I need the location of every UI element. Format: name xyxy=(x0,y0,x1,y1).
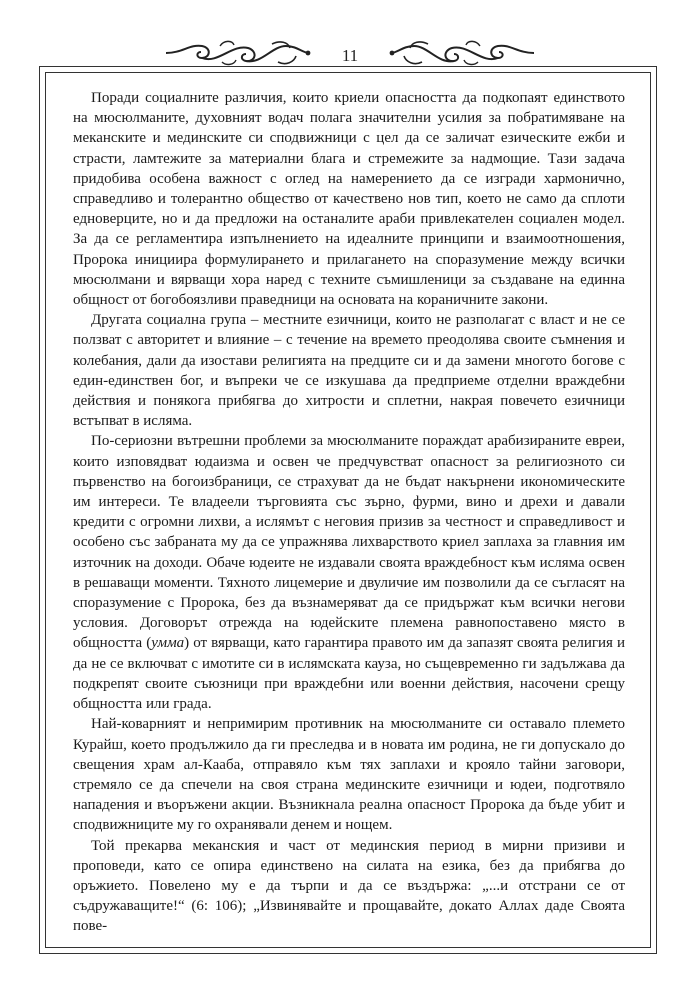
paragraph xyxy=(73,431,625,714)
body-text xyxy=(73,88,625,937)
emphasized-term: умма xyxy=(151,635,185,652)
paragraph: Поради социалните различия, които криели опасността да подкопаят единството на мюсюлманите, духовният водач полага значителни усилия за побратимяване на меканските и мединските си сподвижници с цел да се заличат езическите ежби и страсти, ламтежите за материални блага и стремежите за надмощие. Тази задача придобива особена важност с оглед на намерението да се изгради хармонично, справедливо и толерантно общество от качествено нов тип, което не само да сплоти едноверците, но и да предложи на останалите араби привлекателен социален модел. За да се регламентира изпълнението на идеалните принципи и взаимоотношения, Пророка инициира формулирането и прилагането на споразумение между всички мюсюлмани и вярващи хора наред с техните съмишленици за създаване на единна общност от богобоязливи праведници на основата на кораничните закони. xyxy=(73,90,625,309)
paragraph: Той прекарва меканския и част от мединския период в мирни призиви и проповеди, като се опира единствено на силата на езика, без да прибягва до оръжието. Повелено му е да търпи и да се въздържа: „...и отстрани се от съдружаващите!“ (6: 106); „Извинявайте и прощавайте, докато Аллах даде Своята пове- xyxy=(73,837,625,935)
paragraph: Другата социална група – местните езичници, които не разполагат с власт и не се ползват с авторитет и влияние – с течение на времето преодолява своите съмнения и колебания, дали да изостави религията на предците си и да замени многото богове с един-единствен бог, и въпреки че се изкушава да предприеме отделни враждебни действия и понякога прибягва до хитрости и сплетни, накрая повечето езичници встъпват в исляма. xyxy=(73,312,625,430)
paragraph: Най-коварният и непримирим противник на мюсюлманите си оставало племето Курайш, което продължило да ги преследва и в новата им родина, не ги допускало до свещения храм ал-Кааба, отправяло към тях заплахи и крояло тайни заговори, стремяло се да спечели на своя страна мединските езичници и юдеи, подготвяло нападения и въоръжени акции. Възникнала реална опасност Пророка да бъде убит и сподвижниците му го охранявали денем и нощем. xyxy=(73,716,625,834)
page-number: 11 xyxy=(341,46,359,65)
paragraph-text: По-сериозни вътрешни проблеми за мюсюлманите пораждат арабизираните евреи, които изповядват юдаизма и освен че предчувстват опасност за религиозното си първенство на богоизбраници, се страхуват да не бъдат накърнени икономическите им интереси. Те владеели търговията със зърно, фурми, вино и дрехи и давали кредити с огромни лихви, а ислямът с неговия призив за честност и справедливост и особено със забраната му да се упражнява лихварството криел заплаха за главния им източник на доходи. Обаче юдеите не издавали своята враждебност към исляма освен в решаващи моменти. Тяхното лицемерие и двуличие им позволили да се съгласят на споразумение с Пророка, без да възнамеряват да се придържат към всички негови условия. Договорът отрежда на юдейските племена равнопоставено място в общността ( xyxy=(73,433,625,652)
paragraph-text: ) от вярващи, като гарантира правото им да запазят своята религия и да не се включват с имотите си в ислямската кауза, но същевременно ги задължава да подкрепят своите съюзници при враждебни или военни действия, насочени срещу общността или града. xyxy=(73,635,625,713)
floral-ornament-icon xyxy=(388,40,538,66)
